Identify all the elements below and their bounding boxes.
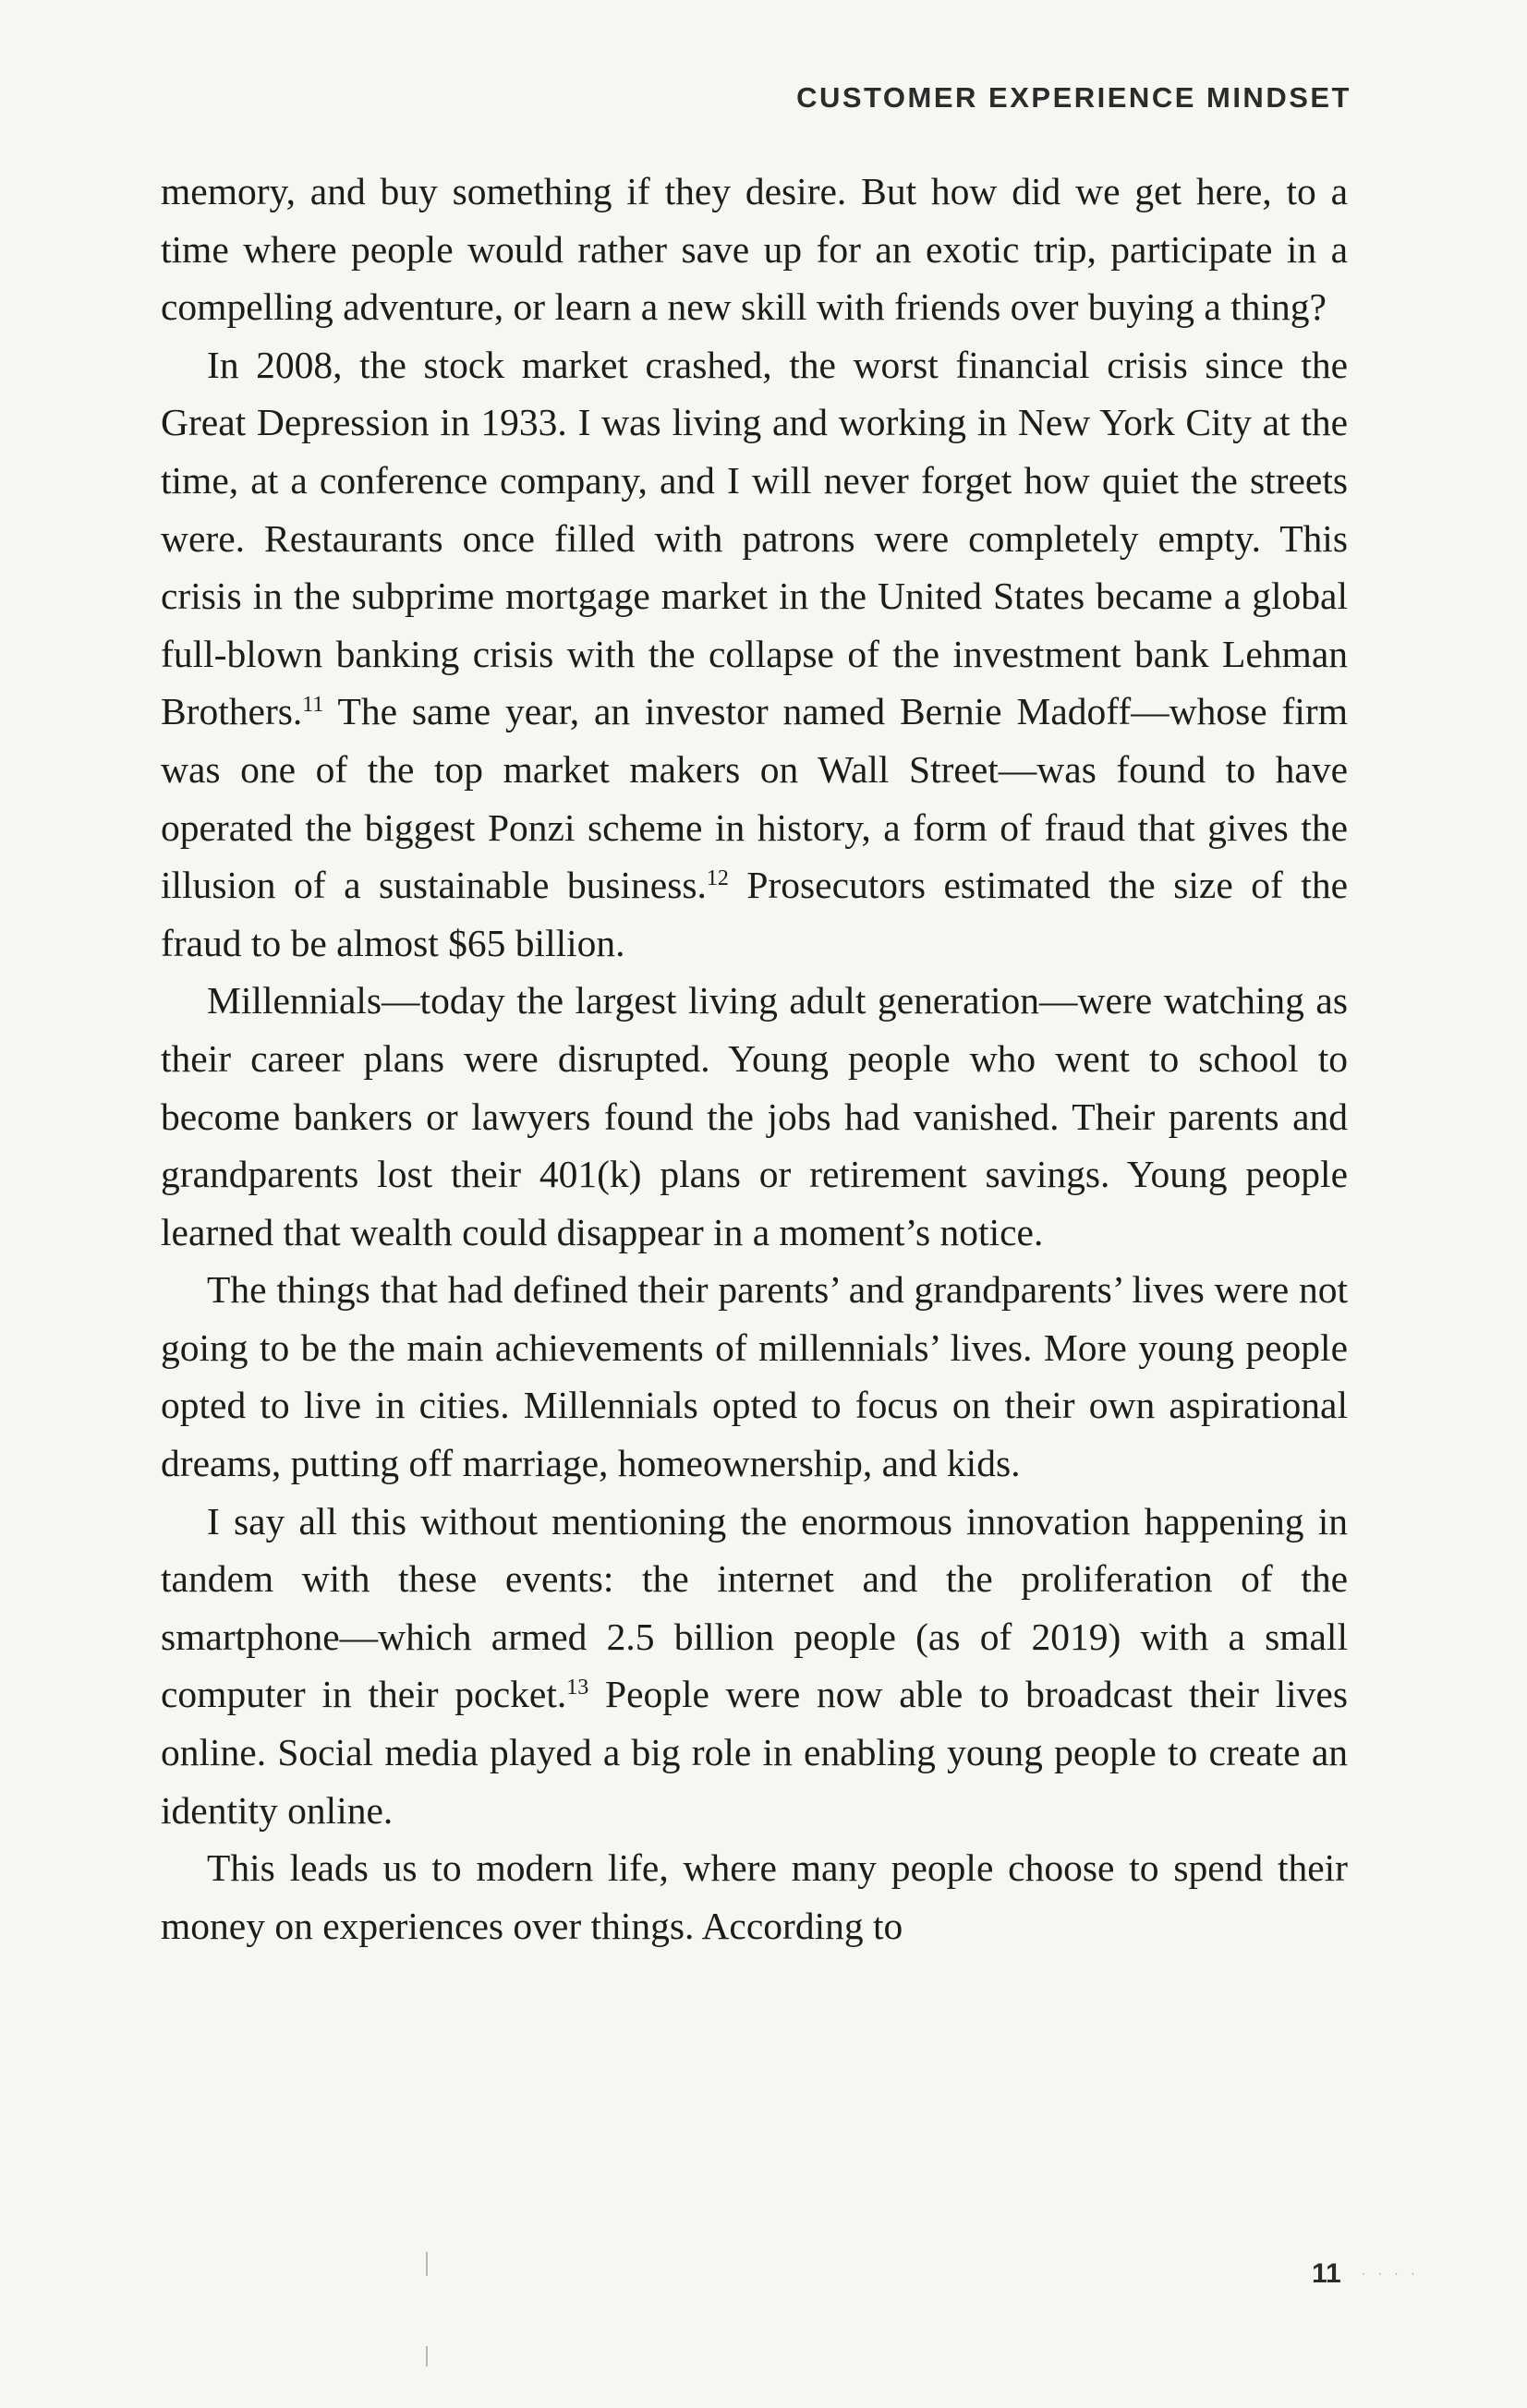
- paragraph-2-text-a: In 2008, the stock market crashed, the worst financial crisis since the Great Depression in 1933. I was living and working in New York City at the time, at a conference company, and I will never forget how quiet the streets were. Restaurants once filled with patrons were completely empty. This crisis in the subprime mortgage market in the United States became a global full-blown banking crisis with the collapse of the investment bank Lehman Brothers.: [161, 343, 1348, 733]
- paragraph-5: [161, 1493, 1348, 1840]
- footnote-ref-13: 13: [566, 1676, 589, 1700]
- paragraph-2: [161, 336, 1348, 973]
- paragraph-2-text-b: The same year, an investor named Bernie Madoff—whose firm was one of the top market makers on Wall Street—was found to have operated the biggest Ponzi scheme in history, a form of fraud that gives the illusion of a sustainable business.: [161, 690, 1348, 907]
- scan-registration-marks: ⋅⋅⋅⋅: [1362, 2268, 1428, 2281]
- paragraph-6: [161, 1839, 1348, 1954]
- paragraph-1-text: memory, and buy something if they desire. But how did we get here, to a time where people would rather save up for an exotic trip, participate in a compelling adventure, or learn a new skill with friends over buying a thing?: [161, 170, 1348, 329]
- paragraph-3-text: Millennials—today the largest living adult generation—were watching as their career plans were disrupted. Young people who went to school to become bankers or lawyers found the jobs had vanished. Their parents and grandparents lost their 401(k) plans or retirement savings. Young people learned that wealth could disappear in a moment’s notice.: [161, 979, 1348, 1253]
- page-number: 11: [1312, 2258, 1341, 2289]
- footnote-ref-11: 11: [302, 693, 324, 718]
- paragraph-4-text: The things that had defined their parents’ and grandparents’ lives were not going to be the main achievements of millennials’ lives. More young people opted to live in cities. Millennials opted to focus on their own aspirational dreams, putting off marriage, homeownership, and kids.: [161, 1268, 1348, 1485]
- paragraph-1: [161, 163, 1348, 336]
- paragraph-4: [161, 1261, 1348, 1492]
- running-head: CUSTOMER EXPERIENCE MINDSET: [796, 81, 1351, 114]
- paragraph-5-text-a: I say all this without mentioning the enormous innovation happening in tandem with these events: the internet and the proliferation of the smartphone—which armed 2.5 billion people (as of 2019) with a small computer in their pocket.: [161, 1499, 1348, 1716]
- paragraph-3: [161, 972, 1348, 1261]
- binding-mark: [426, 2252, 428, 2276]
- paragraph-2-text-c: Prosecutors estimated the size of the fraud to be almost $65 billion.: [161, 864, 1348, 964]
- footnote-ref-12: 12: [706, 866, 729, 891]
- binding-mark: [426, 2346, 428, 2366]
- paragraph-5-text-b: People were now able to broadcast their lives online. Social media played a big role in enabling young people to create an identity online.: [161, 1673, 1349, 1832]
- paragraph-6-text: This leads us to modern life, where many people choose to spend their money on experiences over things. According to: [161, 1846, 1348, 1947]
- body-text: [161, 163, 1348, 1954]
